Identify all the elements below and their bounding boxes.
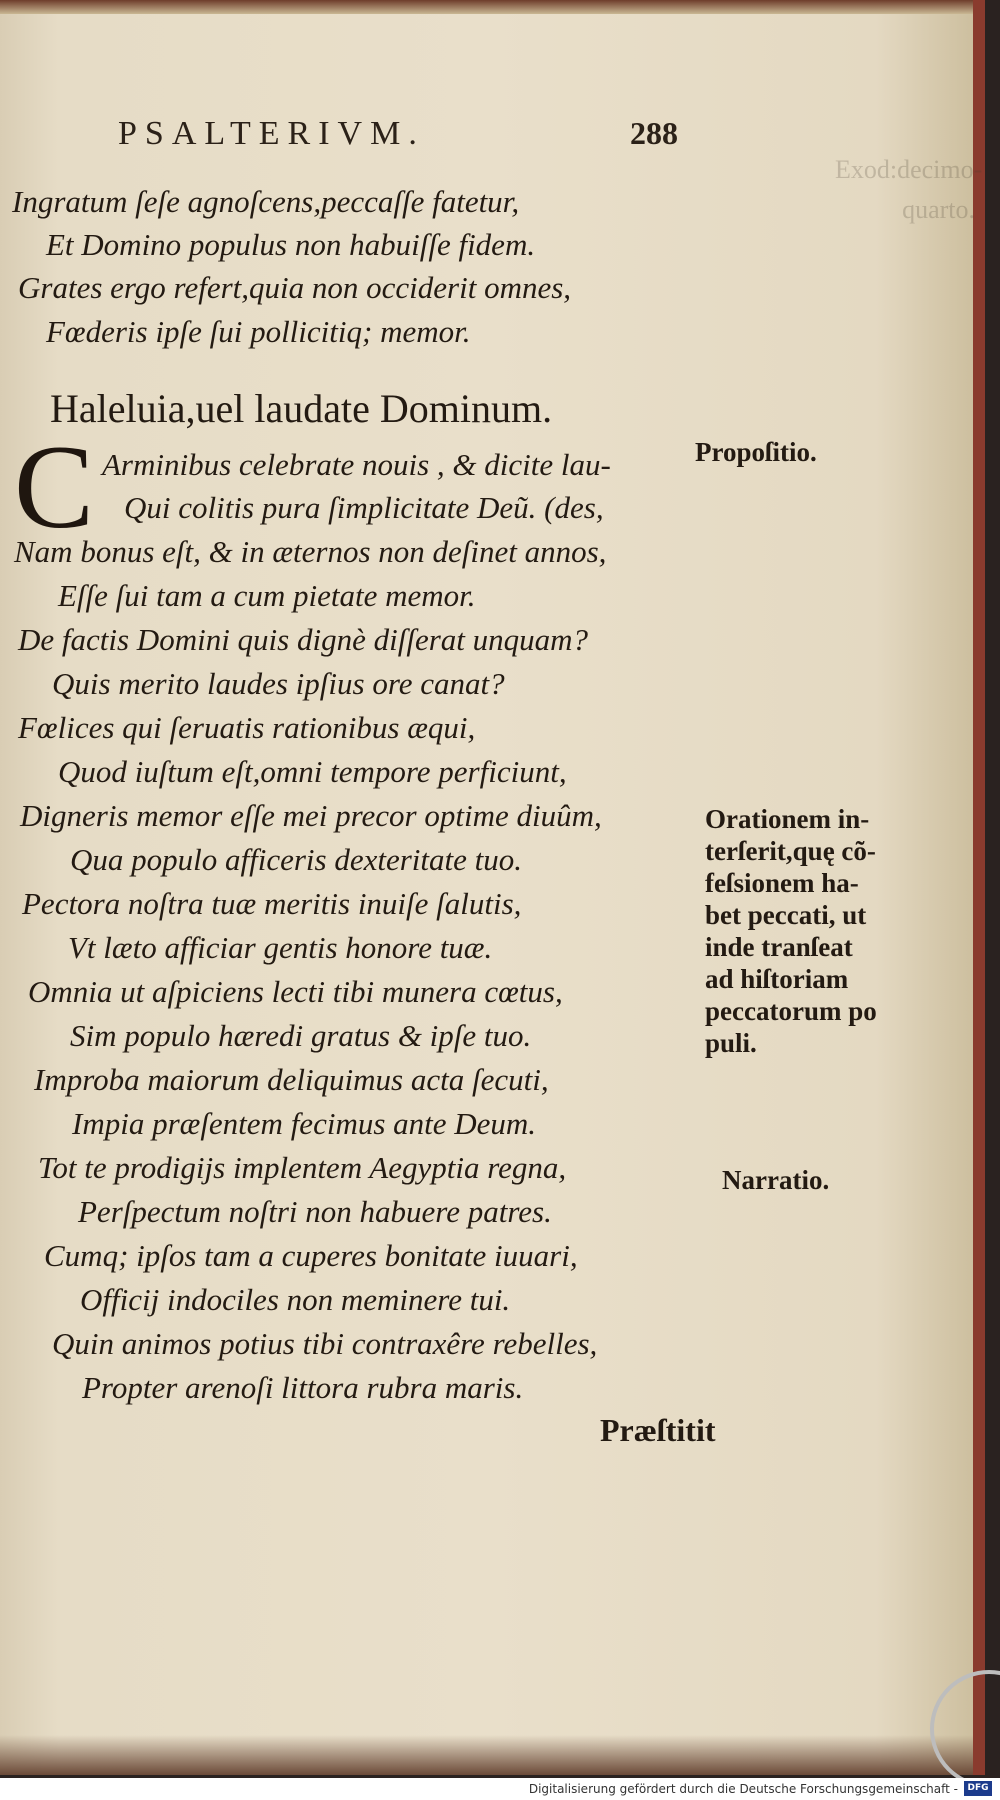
- footer-bar: [0, 1778, 1000, 1800]
- verse-line: Nam bonus eſt, & in æternos non deſinet annos,: [14, 534, 607, 569]
- verse-line: Improba maiorum deliquimus acta ſecuti,: [34, 1062, 549, 1097]
- margin-note-line: peccatorum po: [705, 996, 877, 1026]
- verse-line: Tot te prodigijs implentem Aegyptia regna,: [38, 1150, 567, 1185]
- bleed-through-line: quarto.: [902, 195, 975, 224]
- verse-line: Impia præſentem fecimus ante Deum.: [72, 1106, 537, 1141]
- verse-line: Propter arenoſi littora rubra maris.: [82, 1370, 524, 1405]
- dfg-logo: DFG: [964, 1781, 992, 1796]
- margin-note-line: terſerit,quę cõ-: [705, 836, 876, 866]
- verse-line: Digneris memor eſſe mei precor optime diuûm,: [20, 798, 602, 833]
- bleed-through-line: Exod:decimo-: [835, 155, 983, 184]
- verse-line: Arminibus celebrate nouis , & dicite lau-: [102, 447, 611, 482]
- verse-line: Cumq; ipſos tam a cuperes bonitate iuuari,: [44, 1238, 578, 1273]
- page-number: 288: [630, 115, 678, 151]
- margin-note-line: Orationem in-: [705, 804, 870, 834]
- margin-note-line: ad hiſtoriam: [705, 964, 849, 994]
- verse-line: Et Domino populus non habuiſſe fidem.: [46, 227, 536, 262]
- verse-line: Quis merito laudes ipſius ore canat?: [52, 666, 505, 701]
- verse-line: Perſpectum noſtri non habuere patres.: [78, 1194, 552, 1229]
- footer-credit: Digitalisierung gefördert durch die Deutsche Forschungsgemeinschaft -: [528, 1782, 958, 1796]
- verse-line: Officij indociles non meminere tui.: [80, 1282, 511, 1317]
- verse-line: Fœderis ipſe ſui pollicitiq; memor.: [46, 314, 471, 349]
- verse-line: Grates ergo refert,quia non occiderit omnes,: [18, 270, 572, 305]
- drop-capital: C: [14, 420, 95, 553]
- psalm-heading: Haleluia,uel laudate Dominum.: [50, 386, 553, 431]
- verse-line: Quod iuſtum eſt,omni tempore perficiunt,: [58, 754, 567, 789]
- margin-note-line: puli.: [705, 1028, 757, 1058]
- verse-line: Qui colitis pura ſimplicitate Deũ. (des,: [124, 490, 604, 525]
- margin-note-line: inde tranſeat: [705, 932, 853, 962]
- verse-line: De factis Domini quis dignè diſſerat unquam?: [18, 622, 589, 657]
- margin-note-line: bet peccati, ut: [705, 900, 867, 930]
- verse-line: Vt læto afficiar gentis honore tuæ.: [68, 930, 493, 965]
- margin-note-oratio: [705, 803, 955, 1059]
- verse-line: Fœlices qui ſeruatis rationibus æqui,: [18, 710, 476, 745]
- margin-note-propositio: Propoſitio.: [695, 437, 817, 467]
- margin-note-line: feſsionem ha-: [705, 868, 859, 898]
- margin-note-narratio: Narratio.: [722, 1165, 830, 1195]
- verse-line: Qua populo afficeris dexteritate tuo.: [70, 842, 523, 877]
- catchword: Præſtitit: [600, 1412, 716, 1448]
- verse-line: Pectora noſtra tuæ meritis inuiſe ſalutis,: [22, 886, 522, 921]
- verse-line: Omnia ut aſpiciens lecti tibi munera cœtus,: [28, 974, 563, 1009]
- verse-line: Ingratum ſeſe agnoſcens,peccaſſe fatetur,: [12, 184, 520, 219]
- verse-line: Quin animos potius tibi contraxêre rebelles,: [52, 1326, 598, 1361]
- running-title: PSALTERIVM.: [118, 115, 425, 152]
- verse-line: Eſſe ſui tam a cum pietate memor.: [58, 578, 476, 613]
- verse-line: Sim populo hæredi gratus & ipſe tuo.: [70, 1018, 532, 1053]
